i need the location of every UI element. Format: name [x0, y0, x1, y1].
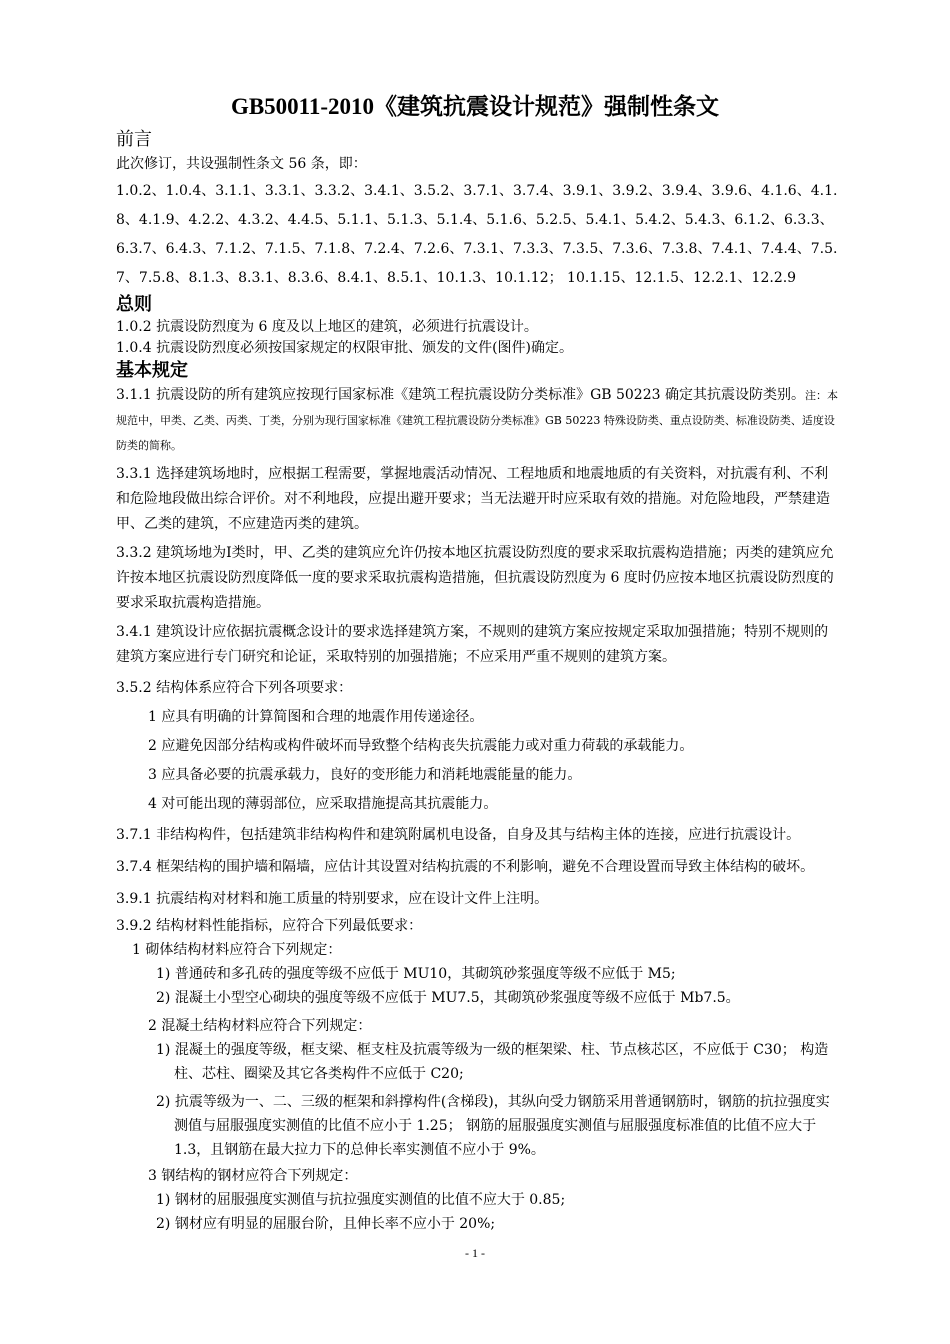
clause-3-4-1: 3.4.1 建筑设计应依据抗震概念设计的要求选择建筑方案，不规则的建筑方案应按规定采取加强措施；特别不规则的建筑方案应进行专门研究和论证，采取特别的加强措施；不应采用严重不规则的建筑方案。 — [116, 624, 829, 665]
clause-list: 1.0.2、1.0.4、3.1.1、3.3.1、3.3.2、3.4.1、3.5.2、3.7.1、3.7.4、3.9.1、3.9.2、3.9.4、3.9.6、4.1.6、4.1.8、4.1.9、4.2.2、4.3.2、4.4.5、5.1.1、5.1.3、5.1.4、5.1.6、5.2.5、5.4.1、5.4.2、5.4.3、6.1.2、6.3.3、6.3.7、6.4.3、7.1.2、7.1.5、7.1.8、7.2.4、7.2.6、7.3.1、7.3.3、7.3.5、7.3.6、7.3.8、7.4.1、7.4.4、7.5.7、7.5.8、8.1.3、8.3.1、8.3.6、8.4.1、8.5.1、10.1.3、10.1.12； 10.1.15、12.1.5、12.2.1、12.2.9 — [116, 183, 838, 286]
clause-3-3-2: 3.3.2 建筑场地为Ⅰ类时，甲、乙类的建筑应允许仍按本地区抗震设防烈度的要求采取抗震构造措施；丙类的建筑应允许按本地区抗震设防烈度降低一度的要求采取抗震构造措施，但抗震设防烈度为 6 度时仍应按本地区抗震设防烈度的要求采取抗震构造措施。 — [116, 545, 834, 611]
clause-1-0-2: 1.0.2 抗震设防烈度为 6 度及以上地区的建筑，必须进行抗震设计。 — [116, 319, 538, 335]
section-heading-general: 总则 — [116, 294, 152, 315]
clause-3-9-1: 3.9.1 抗震结构对材料和施工质量的特别要求，应在设计文件上注明。 — [116, 891, 549, 907]
material-group-steel: 3 钢结构的钢材应符合下列规定： — [148, 1168, 358, 1184]
clause-3-1-1 — [116, 383, 840, 458]
document-body — [116, 128, 840, 1236]
list-item: 3 应具备必要的抗震承载力，良好的变形能力和消耗地震能量的能力。 — [148, 767, 582, 783]
page-number: - 1 - — [465, 1246, 485, 1260]
preface-intro: 此次修订，共设强制性条文 56 条，即： — [116, 156, 367, 172]
document-title: GB50011-2010《建筑抗震设计规范》强制性条文 — [230, 94, 720, 119]
clause-3-5-2: 3.5.2 结构体系应符合下列各项要求： — [116, 680, 353, 696]
list-item: 2) 钢材应有明显的屈服台阶，且伸长率不应小于 20%; — [156, 1216, 496, 1232]
list-item: 1) 混凝土的强度等级，框支梁、框支柱及抗震等级为一级的框架梁、柱、节点核芯区，不应低于 C30； 构造柱、芯柱、圈梁及其它各类构件不应低于 C20; — [156, 1042, 829, 1082]
clause-3-7-4: 3.7.4 框架结构的围护墙和隔墙，应估计其设置对结构抗震的不利影响，避免不合理设置而导致主体结构的破坏。 — [116, 859, 815, 875]
list-item: 1) 普通砖和多孔砖的强度等级不应低于 MU10，其砌筑砂浆强度等级不应低于 M5; — [156, 966, 676, 982]
list-item: 4 对可能出现的薄弱部位，应采取措施提高其抗震能力。 — [148, 796, 498, 812]
clause-3-7-1: 3.7.1 非结构构件，包括建筑非结构构件和建筑附属机电设备，自身及其与结构主体的连接，应进行抗震设计。 — [116, 827, 801, 843]
material-group-concrete: 2 混凝土结构材料应符合下列规定： — [148, 1018, 372, 1034]
list-item: 1) 钢材的屈服强度实测值与抗拉强度实测值的比值不应大于 0.85; — [156, 1192, 566, 1208]
clause-3-9-2: 3.9.2 结构材料性能指标，应符合下列最低要求： — [116, 918, 423, 934]
clause-1-0-4: 1.0.4 抗震设防烈度必须按国家规定的权限审批、颁发的文件(图件)确定。 — [116, 340, 573, 356]
list-item: 2) 混凝土小型空心砌块的强度等级不应低于 MU7.5，其砌筑砂浆强度等级不应低于 Mb7.5。 — [156, 990, 740, 1006]
material-group-masonry: 1 砌体结构材料应符合下列规定： — [132, 942, 342, 958]
clause-3-1-1-note: 注：本规范中，甲类、乙类、丙类、丁类，分别为现行国家标准《建筑工程抗震设防分类标准》GB 50223 特殊设防类、重点设防类、标准设防类、适度设防类的简称。 — [116, 389, 838, 452]
section-heading-basic: 基本规定 — [116, 360, 188, 381]
clause-3-1-1-text: 3.1.1 抗震设防的所有建筑应按现行国家标准《建筑工程抗震设防分类标准》GB 50223 确定其抗震设防类别。 — [116, 387, 805, 403]
section-heading-preface: 前言 — [116, 129, 152, 150]
list-item: 2) 抗震等级为一、二、三级的框架和斜撑构件(含梯段)，其纵向受力钢筋采用普通钢筋时，钢筋的抗拉强度实测值与屈服强度实测值的比值不应小于 1.25； 钢筋的屈服强度实测值与屈服强度标准值的比值不应大于 1.3，且钢筋在最大拉力下的总伸长率实测值不应小于 9%。 — [156, 1094, 830, 1158]
clause-3-3-1: 3.3.1 选择建筑场地时，应根据工程需要，掌握地震活动情况、工程地质和地震地质的有关资料，对抗震有利、不利和危险地段做出综合评价。对不利地段，应提出避开要求；当无法避开时应采取有效的措施。对危险地段，严禁建造甲、乙类的建筑，不应建造丙类的建筑。 — [116, 466, 830, 532]
list-item: 2 应避免因部分结构或构件破坏而导致整个结构丧失抗震能力或对重力荷载的承载能力。 — [148, 738, 694, 754]
list-item: 1 应具有明确的计算简图和合理的地震作用传递途径。 — [148, 709, 484, 725]
